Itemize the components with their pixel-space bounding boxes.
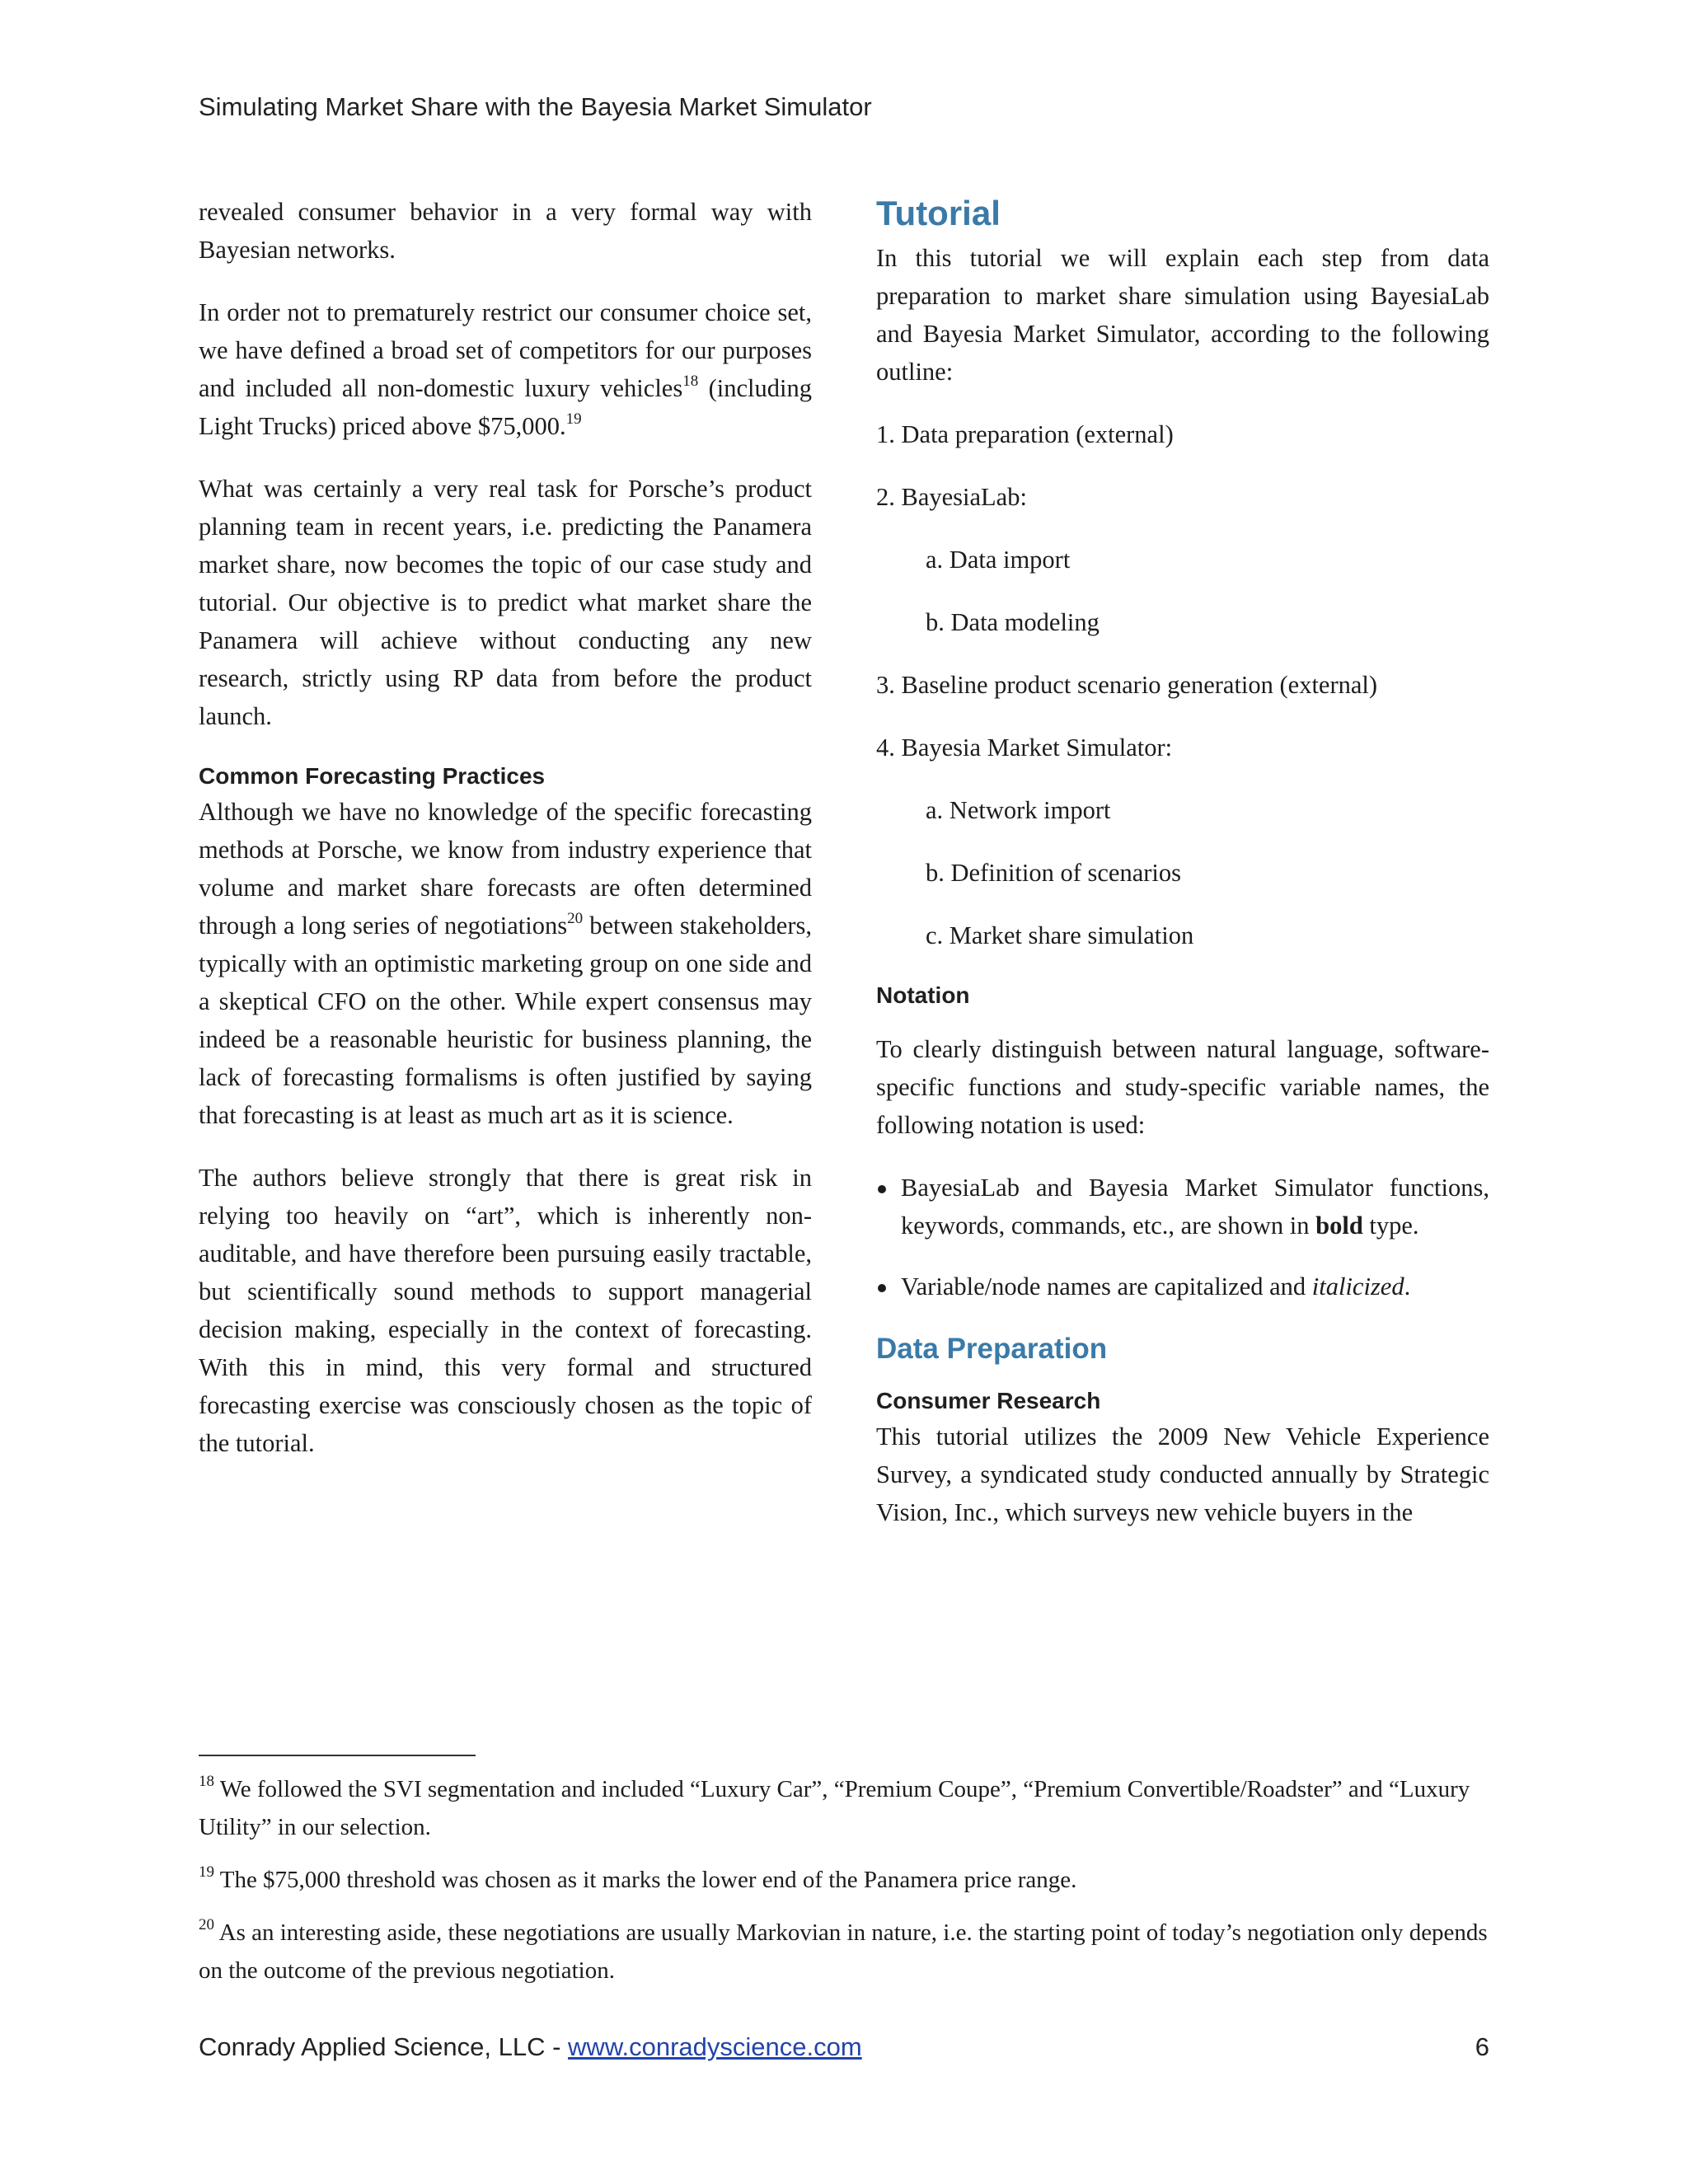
data-preparation-heading: Data Preparation <box>876 1333 1108 1365</box>
footnote-ref[interactable]: 18 <box>682 373 699 390</box>
footnote-ref[interactable]: 19 <box>565 410 582 428</box>
tutorial-outline <box>876 415 1489 954</box>
paragraph: The authors believe strongly that there is great risk in relying too heavily on “art”, which is inherently non-auditable, and have therefore been pursuing easily tractable, but scientifically sound methods to support managerial decision making, especially in the context of forecasting. With this in mind, this very formal and structured forecasting exercise was consciously chosen as the topic of the tutorial. <box>199 1164 812 1457</box>
bold-example: bold <box>1315 1212 1363 1240</box>
outline-subitem: c. Market share simulation <box>926 921 1194 949</box>
paragraph: revealed consumer behavior in a very formal way with Bayesian networks. <box>199 198 812 264</box>
website-link[interactable]: www.conradyscience.com <box>568 2032 862 2061</box>
notation-list <box>876 1169 1489 1305</box>
running-header: Simulating Market Share with the Bayesia Market Simulator <box>199 92 872 121</box>
footnote-divider <box>199 1755 476 1756</box>
notation-heading: Notation <box>876 982 970 1008</box>
footer-company <box>199 2032 862 2062</box>
paragraph: In this tutorial we will explain each step from data preparation to market share simulation using BayesiaLab and Bayesia Market Simulator, according to the following outline: <box>876 244 1489 386</box>
bullet-text: . <box>1404 1272 1411 1301</box>
paragraph-competitors <box>199 293 812 445</box>
footnote-text: The $75,000 threshold was chosen as it marks the lower end of the Panamera price range. <box>214 1867 1077 1893</box>
tutorial-heading: Tutorial <box>876 194 1001 232</box>
paragraph-text: between stakeholders, typically with an optimistic marketing group on one side and a skeptical CFO on the other. While expert consensus may indeed be a reasonable heuristic for business planning, the lack of forecasting formalisms is often justified by saying that forecasting is at least as much art as it is science. <box>199 912 812 1129</box>
paragraph: What was certainly a very real task for Porsche’s product planning team in recent years, i.e. predicting the Panamera market share, now becomes the topic of our case study and tutorial. Our objective is to predict what market share the Panamera will achieve without conducting any new research, strictly using RP data from before the product launch. <box>199 475 812 730</box>
consumer-research-heading: Consumer Research <box>876 1388 1101 1413</box>
outline-item: 4. Bayesia Market Simulator: <box>876 733 1173 762</box>
notation-bullet <box>876 1268 1489 1305</box>
paragraph-text: (including Light Trucks) priced above $75,000. <box>199 374 812 440</box>
footnote <box>199 1914 1489 1990</box>
footnote <box>199 1770 1489 1846</box>
paragraph-forecasting <box>199 793 812 1134</box>
footnote-number: 19 <box>199 1863 214 1881</box>
right-column <box>876 193 1489 1531</box>
paragraph-text: Although we have no knowledge of the specific forecasting methods at Porsche, we know from industry experience that volume and market share forecasts are often determined through a long series of negotiations <box>199 798 812 940</box>
footnote-ref[interactable]: 20 <box>567 910 584 927</box>
footnote-text: As an interesting aside, these negotiations are usually Markovian in nature, i.e. the starting point of today’s negotiation only depends on the outcome of the previous negotiation. <box>199 1919 1488 1984</box>
footnote-number: 20 <box>199 1916 214 1933</box>
footer-company-name: Conrady Applied Science, LLC - <box>199 2032 569 2061</box>
footnote-text: We followed the SVI segmentation and included “Luxury Car”, “Premium Coupe”, “Premium Convertible/Roadster” and “Luxury Utility” in our selection. <box>199 1776 1470 1840</box>
notation-bullet <box>876 1169 1489 1244</box>
paragraph: This tutorial utilizes the 2009 New Vehicle Experience Survey, a syndicated study conducted annually by Strategic Vision, Inc., which surveys new vehicle buyers in the <box>876 1422 1489 1526</box>
outline-subitem: b. Definition of scenarios <box>926 859 1182 887</box>
outline-subitem: a. Data import <box>926 546 1071 574</box>
paragraph: To clearly distinguish between natural language, software-specific functions and study-specific variable names, the following notation is used: <box>876 1035 1489 1139</box>
footnote <box>199 1861 1489 1899</box>
page-footer <box>199 2032 1489 2069</box>
footnote-number: 18 <box>199 1773 214 1790</box>
outline-subitem: b. Data modeling <box>926 608 1100 636</box>
footnotes <box>199 1770 1489 2004</box>
section-subheading: Common Forecasting Practices <box>199 763 546 789</box>
page-number: 6 <box>1475 2032 1489 2061</box>
outline-item: 3. Baseline product scenario generation (external) <box>876 671 1378 699</box>
left-column <box>199 193 812 1487</box>
outline-subitem: a. Network import <box>926 796 1111 824</box>
outline-item: 1. Data preparation (external) <box>876 420 1174 448</box>
bullet-text: BayesiaLab and Bayesia Market Simulator functions, keywords, commands, etc., are shown in <box>901 1174 1489 1240</box>
italic-example: italicized <box>1311 1272 1404 1301</box>
paragraph-text: In order not to prematurely restrict our consumer choice set, we have defined a broad set of competitors for our purposes and included all non-domestic luxury vehicles <box>199 298 812 402</box>
outline-item: 2. BayesiaLab: <box>876 483 1027 511</box>
bullet-text: Variable/node names are capitalized and <box>901 1272 1312 1301</box>
bullet-text: type. <box>1362 1212 1419 1240</box>
